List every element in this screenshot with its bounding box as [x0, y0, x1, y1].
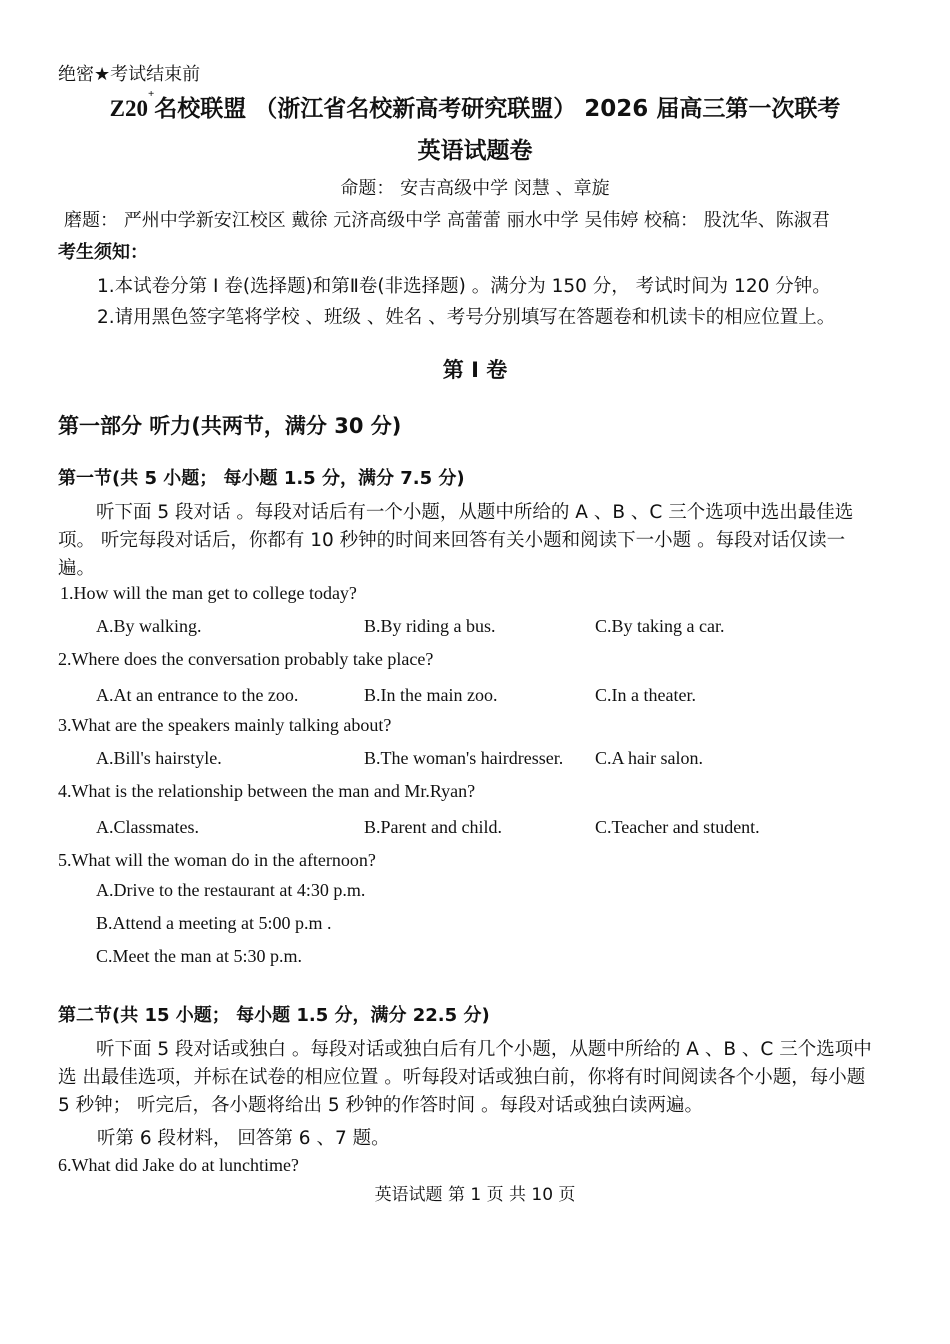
- question-stem-1: 1.How will the man get to college today?: [60, 583, 357, 603]
- notice-heading: 考生须知：: [58, 242, 148, 263]
- q1-option-b: B.By riding a bus.: [364, 616, 496, 636]
- question-stem-6: 6.What did Jake do at lunchtime?: [58, 1155, 299, 1175]
- notice-item-1: 1.本试卷分第 I 卷(选择题)和第Ⅱ卷(非选择题) 。满分为 150 分， 考试时间为 120 分钟。: [97, 276, 831, 297]
- section2-instructions: 听下面 5 段对话或独白 。每段对话或独白后有几个小题，从题中所给的 A 、B 、C 三个选项中选 出最佳选项，并标在试卷的相应位置 。听每段对话或独白前，你将有时间阅读各个小题，每小题 5 秒钟； 听完后，各小题将给出 5 秒钟的作答时间 。每段对话或独白读两遍。: [58, 1039, 872, 1116]
- secrecy-label: 绝密★考试结束前: [58, 64, 201, 85]
- section1-instructions: 听下面 5 段对话 。每段对话后有一个小题，从题中所给的 A 、B 、C 三个选项中选出最佳选项。 听完每段对话后，你都有 10 秒钟的时间来回答有关小题和阅读下一小题 。每段对话仅读一遍。: [58, 502, 854, 579]
- exam-title-prefix: Z20: [109, 96, 148, 121]
- question-stem-4: 4.What is the relationship between the man and Mr.Ryan?: [58, 781, 476, 801]
- exam-title-rest: 名校联盟 （浙江省名校新高考研究联盟） 2026 届高三第一次联考: [154, 96, 841, 122]
- q4-option-a: A.Classmates.: [96, 817, 199, 837]
- volume-title: 第 I 卷: [442, 358, 508, 382]
- paper-title: 英语试题卷: [417, 138, 533, 164]
- section1-title: 第一节(共 5 小题； 每小题 1.5 分，满分 7.5 分): [58, 468, 465, 489]
- q1-option-c: C.By taking a car.: [595, 616, 725, 636]
- q2-option-b: B.In the main zoo.: [364, 685, 498, 705]
- q4-option-c: C.Teacher and student.: [595, 817, 760, 837]
- exam-title-sup: +: [148, 88, 155, 100]
- q1-option-a: A.By walking.: [96, 616, 202, 636]
- q5-option-c: C.Meet the man at 5:30 p.m.: [96, 946, 302, 966]
- question-stem-3: 3.What are the speakers mainly talking about?: [58, 715, 392, 735]
- material-note: 听第 6 段材料， 回答第 6 、7 题。: [97, 1128, 390, 1149]
- q3-option-a: A.Bill's hairstyle.: [96, 748, 222, 768]
- section2-title: 第二节(共 15 小题； 每小题 1.5 分，满分 22.5 分): [58, 1005, 490, 1026]
- q2-option-c: C.In a theater.: [595, 685, 696, 705]
- reviewers-line: 磨题： 严州中学新安江校区 戴徐 元济高级中学 高蕾蕾 丽水中学 吴伟婷 校稿： 股沈华、陈淑君: [64, 210, 830, 231]
- page-footer: 英语试题 第 1 页 共 10 页: [374, 1185, 576, 1205]
- question-stem-2: 2.Where does the conversation probably take place?: [58, 649, 434, 669]
- q2-option-a: A.At an entrance to the zoo.: [96, 685, 299, 705]
- q3-option-c: C.A hair salon.: [595, 748, 703, 768]
- question-stem-5: 5.What will the woman do in the afternoon?: [58, 850, 376, 870]
- exam-title: [0, 90, 950, 123]
- q5-option-b: B.Attend a meeting at 5:00 p.m .: [96, 913, 332, 933]
- q3-option-b: B.The woman's hairdresser.: [364, 748, 564, 768]
- q5-option-a: A.Drive to the restaurant at 4:30 p.m.: [96, 880, 366, 900]
- part1-title: 第一部分 听力(共两节，满分 30 分): [58, 414, 402, 438]
- notice-item-2: 2.请用黑色签字笔将学校 、班级 、姓名 、考号分别填写在答题卷和机读卡的相应位置上。: [97, 307, 836, 328]
- setters-line: 命题： 安吉高级中学 闵慧 、章旋: [340, 178, 610, 199]
- q4-option-b: B.Parent and child.: [364, 817, 502, 837]
